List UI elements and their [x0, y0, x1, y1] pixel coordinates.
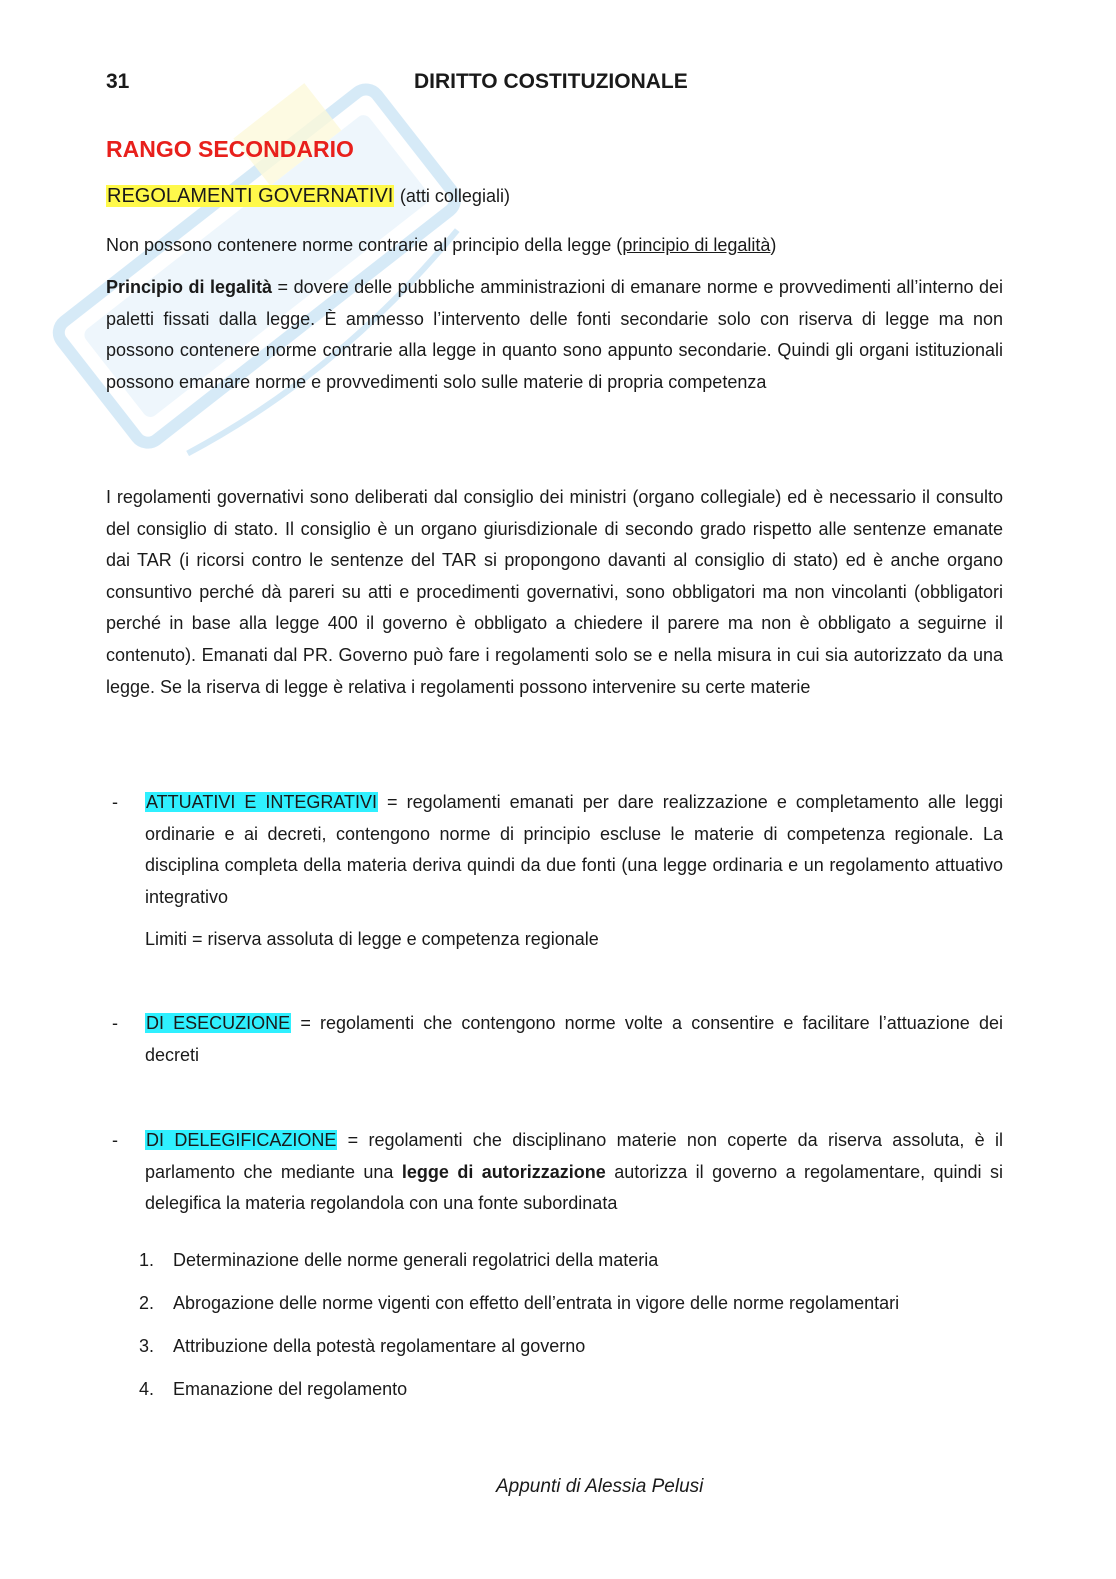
steps-list: [106, 1245, 1003, 1417]
bullet-dash: -: [112, 1130, 118, 1150]
subsection-title: REGOLAMENTI GOVERNATIVI: [107, 185, 394, 207]
list-item: [106, 1331, 1003, 1374]
intro-paragraph: [106, 230, 1003, 262]
bullet-text: [145, 1125, 1003, 1220]
subsection-note: (atti collegiali): [399, 186, 510, 206]
bullet-delegificazione: [106, 1125, 1003, 1220]
list-text: Abrogazione delle norme vigenti con effetto dell’entrata in vigore delle norme regolamentari: [173, 1293, 900, 1313]
legality-paragraph: [106, 272, 1003, 398]
list-number: 1.: [139, 1250, 155, 1270]
bullet-term: DI DELEGIFICAZIONE: [146, 1130, 337, 1150]
section-title: RANGO SECONDARIO: [106, 136, 354, 162]
bullet-dash: -: [112, 1013, 118, 1033]
list-number: 3.: [139, 1336, 155, 1356]
bullet-description: = regolamenti che contengono norme volte a consentire e facilitare l’attuazione dei decreti: [145, 1013, 1003, 1065]
list-item: [106, 1374, 1003, 1417]
list-item: [106, 1288, 1003, 1331]
bullet-term: ATTUATIVI E INTEGRATIVI: [146, 792, 378, 812]
bullet-text: [145, 1008, 1003, 1071]
main-paragraph: I regolamenti governativi sono deliberati dal consiglio dei ministri (organo collegiale) ed è necessario il consulto del consiglio di stato. Il consiglio è un organo giurisdizionale di secondo grado rispetto alle sentenze emanate dai TAR (i ricorsi contro le sentenze del TAR si propongono davanti al consiglio di stato) ed è anche organo consuntivo perché dà pareri su atti e procedimenti governativi, sono obbligatori ma non vincolanti (obbligatori perché in base alla legge 400 il governo è obbligato a chiedere il parere ma non è obbligato a seguirne il contenuto). Emanati dal PR. Governo può fare i regolamenti solo se e nella misura in cui sia autorizzato da una legge. Se la riserva di legge è relativa i regolamenti possono intervenire su certe materie: [106, 487, 1003, 697]
page-header: [106, 70, 1003, 100]
subsection-heading: [106, 185, 510, 208]
bullet-attuativi: [106, 787, 1003, 956]
bullet-description: = regolamenti che disciplinano materie non coperte da riserva assoluta, è il parlamento che mediante una: [145, 1130, 1003, 1182]
legality-underlined: principio di legalità: [622, 235, 771, 255]
bullet-bold-term: legge di autorizzazione: [401, 1161, 606, 1182]
list-number: 2.: [139, 1293, 155, 1313]
bullet-limits: Limiti = riserva assoluta di legge e competenza regionale: [145, 929, 599, 950]
bullet-esecuzione: [106, 1008, 1003, 1071]
list-number: 4.: [139, 1379, 155, 1399]
page-footer: Appunti di Alessia Pelusi: [496, 1476, 704, 1497]
bullet-description: = regolamenti emanati per dare realizzazione e completamento alle leggi ordinarie e ai decreti, contengono norme di principio escluse le materie di competenza regionale. La disciplina completa della materia deriva quindi da due fonti (una legge ordinaria e un regolamento attuativo integrativo: [145, 792, 1003, 907]
legality-text: = dovere delle pubbliche amministrazioni di emanare norme e provvedimenti all’interno dei paletti fissati dalla legge. È ammesso l’intervento delle fonti secondarie solo con riserva di legge ma non possono contenere norme contrarie alla legge in quanto sono appunto secondarie. Quindi gli organi istituzionali possono emanare norme e provvedimenti solo sulle materie di propria competenza: [106, 277, 1003, 392]
intro-text: Non possono contenere norme contrarie al principio della legge (: [106, 235, 623, 255]
legality-term: Principio di legalità: [106, 277, 273, 297]
document-title: DIRITTO COSTITUZIONALE: [414, 70, 688, 93]
bullet-description-end: autorizza il governo a regolamentare, quindi si delegifica la materia regolandola con una fonte subordinata: [145, 1161, 1003, 1214]
bullet-text: [145, 787, 1003, 913]
list-item: [106, 1245, 1003, 1288]
page-number: 31: [106, 70, 130, 93]
list-text: Determinazione delle norme generali regolatrici della materia: [173, 1250, 659, 1270]
intro-close: ): [770, 235, 777, 255]
bullet-term: DI ESECUZIONE: [146, 1013, 291, 1033]
bullet-dash: -: [112, 792, 118, 812]
list-text: Emanazione del regolamento: [173, 1379, 408, 1399]
watermark-logo: [20, 40, 500, 500]
list-text: Attribuzione della potestà regolamentare al governo: [173, 1336, 586, 1356]
